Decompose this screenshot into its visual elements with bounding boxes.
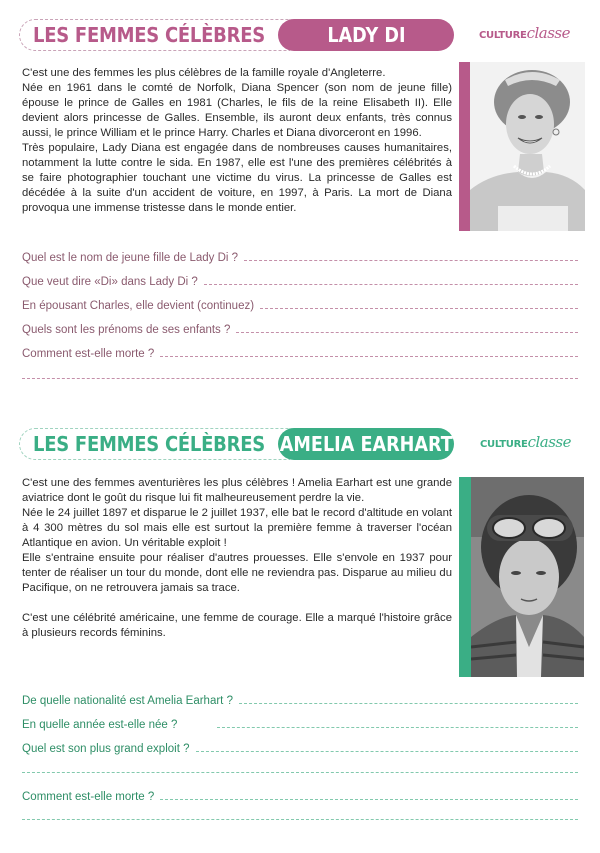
subject-name: LADY DI: [326, 23, 406, 47]
paragraph: Née le 24 juillet 1897 et disparue le 2 juillet 1937, elle bat le record d'altitude en volant à 4 300 mètres du sol mais elle est surtout la première femme à traverser l'océan Atlantique en avion. Un véritable exploit !: [22, 507, 452, 549]
brand-logo: [480, 433, 571, 451]
answer-line[interactable]: [160, 799, 578, 800]
question-label: Quel est son plus grand exploit ?: [22, 743, 190, 755]
question-label: Quel est le nom de jeune fille de Lady Di ?: [22, 252, 239, 264]
answer-line[interactable]: [239, 703, 578, 704]
subject-pill: [278, 428, 454, 460]
extra-answer-line[interactable]: [22, 819, 578, 820]
answer-line[interactable]: [160, 356, 578, 357]
question-label: Quels sont les prénoms de ses enfants ?: [22, 324, 231, 336]
brand-script: classe: [526, 24, 570, 42]
brand-bold: CULTURE: [480, 439, 528, 450]
paragraph: Elle s'entraine ensuite pour réaliser d'autres prouesses. Elle s'envole en 1937 pour tenter de réaliser un tour du monde, dont elle ne reviendra pas. Disparue au milieu du Pacifique, on ne retrouvera jamais sa trace.: [22, 552, 452, 594]
question-row[interactable]: [22, 320, 578, 336]
paragraph: C'est une des femmes les plus célèbres de la famille royale d'Angleterre.: [22, 67, 386, 79]
question-row[interactable]: [22, 691, 578, 707]
answer-line[interactable]: [196, 751, 579, 752]
brand-script: classe: [527, 433, 571, 451]
section-header: [19, 19, 453, 51]
answer-line[interactable]: [236, 332, 578, 333]
question-row[interactable]: [22, 739, 578, 755]
question-row[interactable]: [22, 296, 578, 312]
section-lady-di: [0, 0, 600, 400]
answer-line[interactable]: [260, 308, 578, 309]
header-title: LES FEMMES CÉLÈBRES: [33, 432, 265, 456]
section-amelia-earhart: [0, 425, 600, 845]
question-row[interactable]: [22, 344, 578, 360]
section-header: [19, 428, 453, 460]
brand-bold: CULTURE: [479, 30, 527, 41]
question-label: Comment est-elle morte ?: [22, 348, 155, 360]
question-row[interactable]: [22, 248, 578, 264]
answer-line[interactable]: [204, 284, 578, 285]
portrait-illustration: [470, 62, 585, 231]
question-label: En quelle année est-elle née ?: [22, 719, 178, 731]
paragraph: Très populaire, Lady Diana est engagée dans de nombreuses causes humanitaires, notamment la lutte contre le sida. En 1987, elle est l'une des premières célébrités à se faire photographier touchant une victime du virus. La princesse de Galles est décédée à la suite d'un accident de voiture, en 1997, à Paris. La mort de Diana provoqua une immense tristesse dans le monde entier.: [22, 142, 452, 214]
question-label: Comment est-elle morte ?: [22, 791, 155, 803]
paragraph: C'est une des femmes aventurières les plus célèbres ! Amelia Earhart est une grande aviatrice dont le goût du risque lui fit malheureusement perdre la vie.: [22, 477, 452, 504]
paragraph: Née en 1961 dans le comté de Norfolk, Diana Spencer (son nom de jeune fille) épouse le prince de Galles en 1981 (Charles, le fils de la reine Elisabeth II). Elle devient alors princesse de Galles. Ensemble, ils auront deux enfants, très connus aussi, le prince William et le prince Harry. Charles et Diana divorceront en 1996.: [22, 82, 452, 139]
photo-accent-bar: [459, 62, 470, 231]
lady-di-photo: [470, 62, 585, 231]
subject-pill: [278, 19, 454, 51]
biography-text: [22, 66, 452, 216]
answer-line[interactable]: [244, 260, 578, 261]
extra-answer-line[interactable]: [22, 378, 578, 379]
question-label: De quelle nationalité est Amelia Earhart ?: [22, 695, 233, 707]
question-row[interactable]: [22, 272, 578, 288]
amelia-earhart-photo: [471, 477, 584, 677]
question-row[interactable]: [22, 715, 578, 731]
brand-logo: [479, 24, 570, 42]
biography-text: [22, 476, 452, 641]
question-row[interactable]: [22, 787, 578, 803]
extra-answer-line[interactable]: [22, 772, 578, 773]
photo-accent-bar: [459, 477, 471, 677]
paragraph: C'est une célébrité américaine, une femme de courage. Elle a marqué l'histoire grâce à plusieurs records féminins.: [22, 612, 452, 639]
question-label: En épousant Charles, elle devient (continuez): [22, 300, 255, 312]
header-title: LES FEMMES CÉLÈBRES: [33, 23, 265, 47]
subject-name: AMELIA EARHART: [279, 432, 453, 456]
answer-line[interactable]: [217, 727, 578, 728]
question-label: Que veut dire «Di» dans Lady Di ?: [22, 276, 198, 288]
portrait-illustration: [471, 477, 584, 677]
